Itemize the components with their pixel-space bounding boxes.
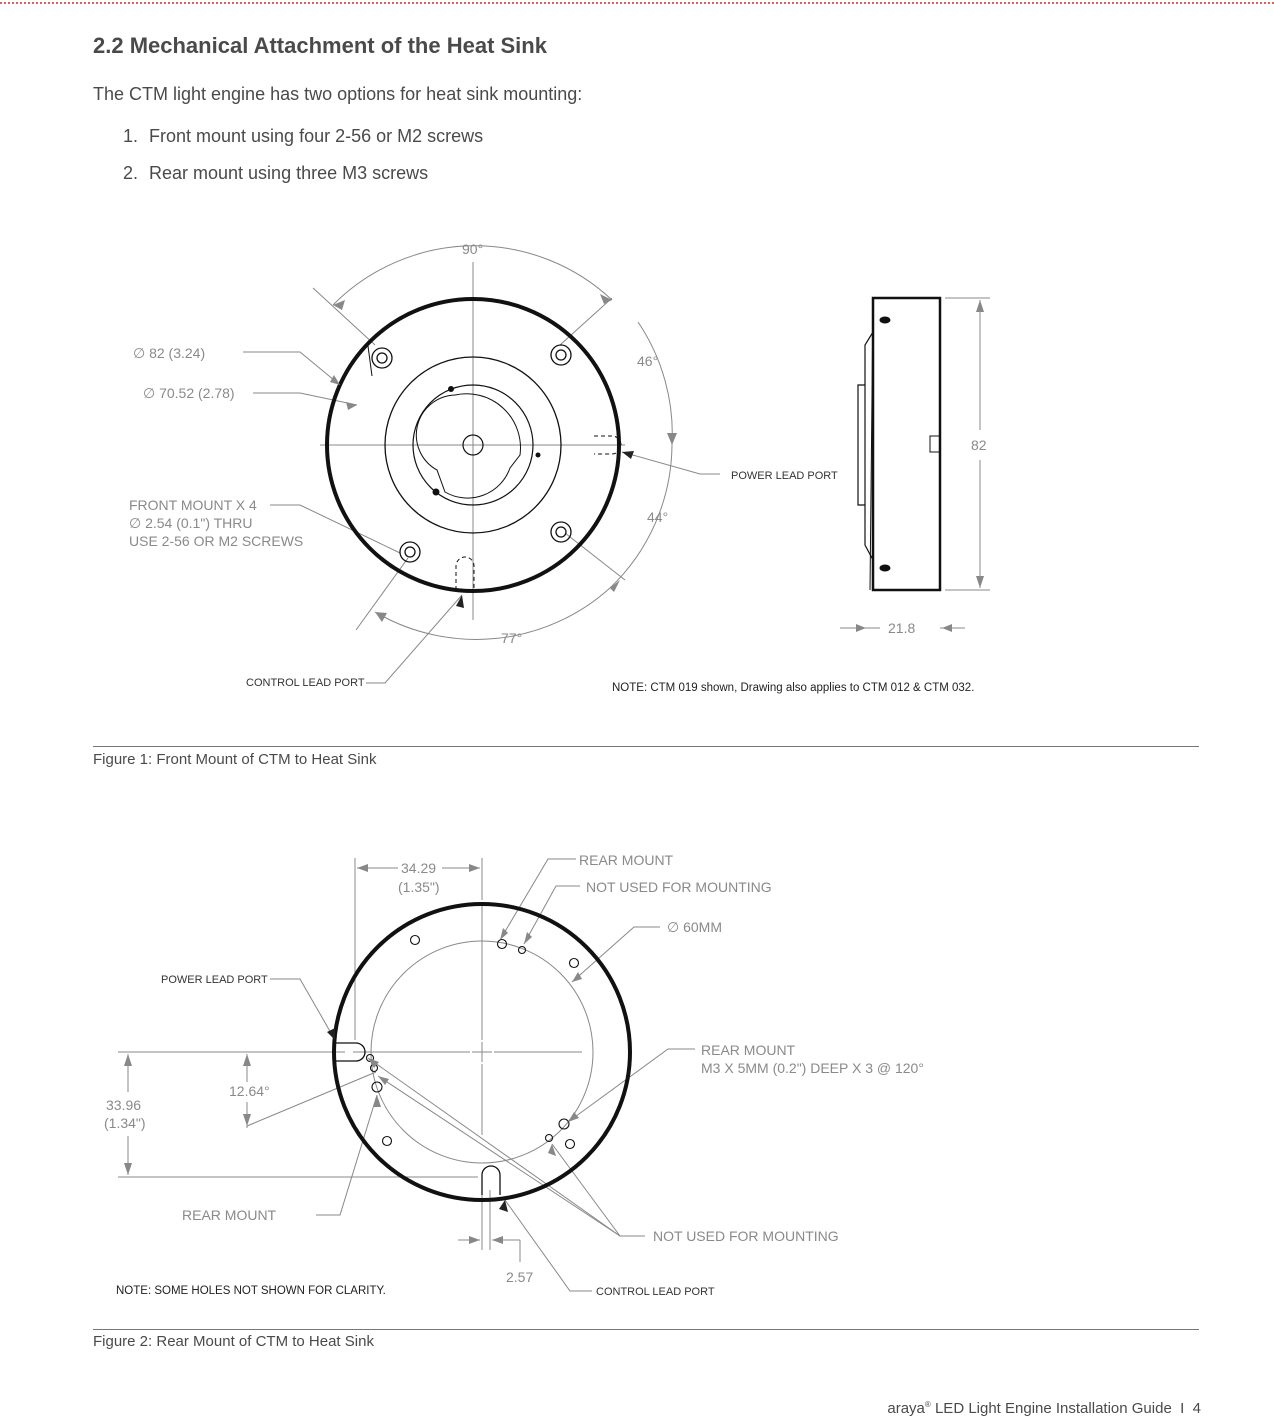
depth-dimension-label: 21.8	[888, 620, 916, 636]
figure2-note: NOTE: SOME HOLES NOT SHOWN FOR CLARITY.	[116, 1285, 386, 1297]
intro-paragraph: The CTM light engine has two options for heat sink mounting:	[93, 84, 583, 104]
trademark-mark: ®	[924, 1400, 931, 1409]
angle-44-label: 44°	[647, 509, 669, 525]
not-used-top-label: NOT USED FOR MOUNTING	[586, 879, 772, 895]
mount-options-list	[123, 126, 483, 200]
control-lead-port	[482, 1166, 500, 1195]
dim-left-inch: (1.34")	[104, 1115, 146, 1131]
angle-90-label: 90°	[462, 241, 484, 257]
optic-inner-profile	[416, 394, 520, 498]
page-footer	[887, 1400, 1201, 1417]
section-title: 2.2 Mechanical Attachment of the Heat Sink	[93, 33, 547, 58]
figure2-rule	[93, 1329, 1199, 1330]
dim-left-value: 33.96	[106, 1097, 142, 1113]
top-dotted-rule	[0, 2, 1274, 4]
rear-mount-spec-line1: REAR MOUNT	[701, 1042, 796, 1058]
hole	[411, 936, 420, 945]
rear-mount-bottom-label: REAR MOUNT	[182, 1207, 277, 1223]
figure2-caption: Figure 2: Rear Mount of CTM to Heat Sink	[93, 1333, 374, 1350]
screw-hole-bl	[400, 542, 420, 562]
list-number: 2.	[123, 163, 139, 183]
angle-label: 12.64°	[229, 1083, 270, 1099]
angle-46-label: 46°	[637, 353, 659, 369]
page-number: 4	[1192, 1400, 1201, 1417]
unused-hole	[519, 947, 526, 954]
side-view	[858, 298, 940, 590]
hole	[566, 1140, 575, 1149]
dim-bottom-label: 2.57	[506, 1269, 534, 1285]
height-dimension-label: 82	[971, 437, 987, 453]
list-item	[123, 126, 483, 163]
hole	[383, 1137, 392, 1146]
footer-title: LED Light Engine Installation Guide	[934, 1400, 1172, 1417]
angle-arc-46	[638, 322, 672, 445]
control-lead-port-label: CONTROL LEAD PORT	[596, 1286, 715, 1298]
front-mount-label-line3: USE 2-56 OR M2 SCREWS	[129, 533, 304, 549]
not-used-bottom-label: NOT USED FOR MOUNTING	[653, 1228, 839, 1244]
rear-mount-spec-line2: M3 X 5MM (0.2") DEEP X 3 @ 120°	[701, 1060, 924, 1076]
list-item	[123, 163, 483, 200]
front-mount-label-line1: FRONT MOUNT X 4	[129, 497, 257, 513]
screw-hole-br	[551, 522, 571, 542]
dia-60mm-label: ∅ 60MM	[667, 919, 722, 935]
figure1-drawing	[0, 220, 1274, 720]
outer-diameter-label: ∅ 82 (3.24)	[133, 345, 206, 361]
dim-top-value: 34.29	[401, 860, 437, 876]
list-text: Front mount using four 2-56 or M2 screws	[149, 126, 484, 146]
figure1-caption: Figure 1: Front Mount of CTM to Heat Sink	[93, 751, 377, 768]
screw-hole-tr	[551, 345, 571, 365]
list-number: 1.	[123, 126, 139, 146]
rear-mount-hole-top	[498, 940, 507, 949]
figure2-drawing	[0, 840, 1274, 1320]
footer-brand: araya	[887, 1400, 925, 1417]
control-lead-port	[456, 557, 474, 590]
power-lead-port-label: POWER LEAD PORT	[161, 974, 268, 986]
screw-hole-tl	[368, 346, 392, 376]
front-mount-label-line2: ∅ 2.54 (0.1") THRU	[129, 515, 253, 531]
list-text: Rear mount using three M3 screws	[149, 163, 429, 183]
angle-77-label: 77°	[501, 630, 523, 646]
angle-arc-77	[375, 588, 610, 639]
hole	[570, 959, 579, 968]
figure1-note: NOTE: CTM 019 shown, Drawing also applies to CTM 012 & CTM 032.	[612, 682, 975, 694]
rear-mount-top-label: REAR MOUNT	[579, 852, 674, 868]
figure1-rule	[93, 746, 1199, 747]
power-lead-port-label: POWER LEAD PORT	[731, 470, 838, 482]
dim-top-inch: (1.35")	[398, 879, 440, 895]
inner-diameter-label: ∅ 70.52 (2.78)	[143, 385, 235, 401]
control-lead-port-label: CONTROL LEAD PORT	[246, 677, 365, 689]
footer-separator: I	[1180, 1400, 1185, 1417]
